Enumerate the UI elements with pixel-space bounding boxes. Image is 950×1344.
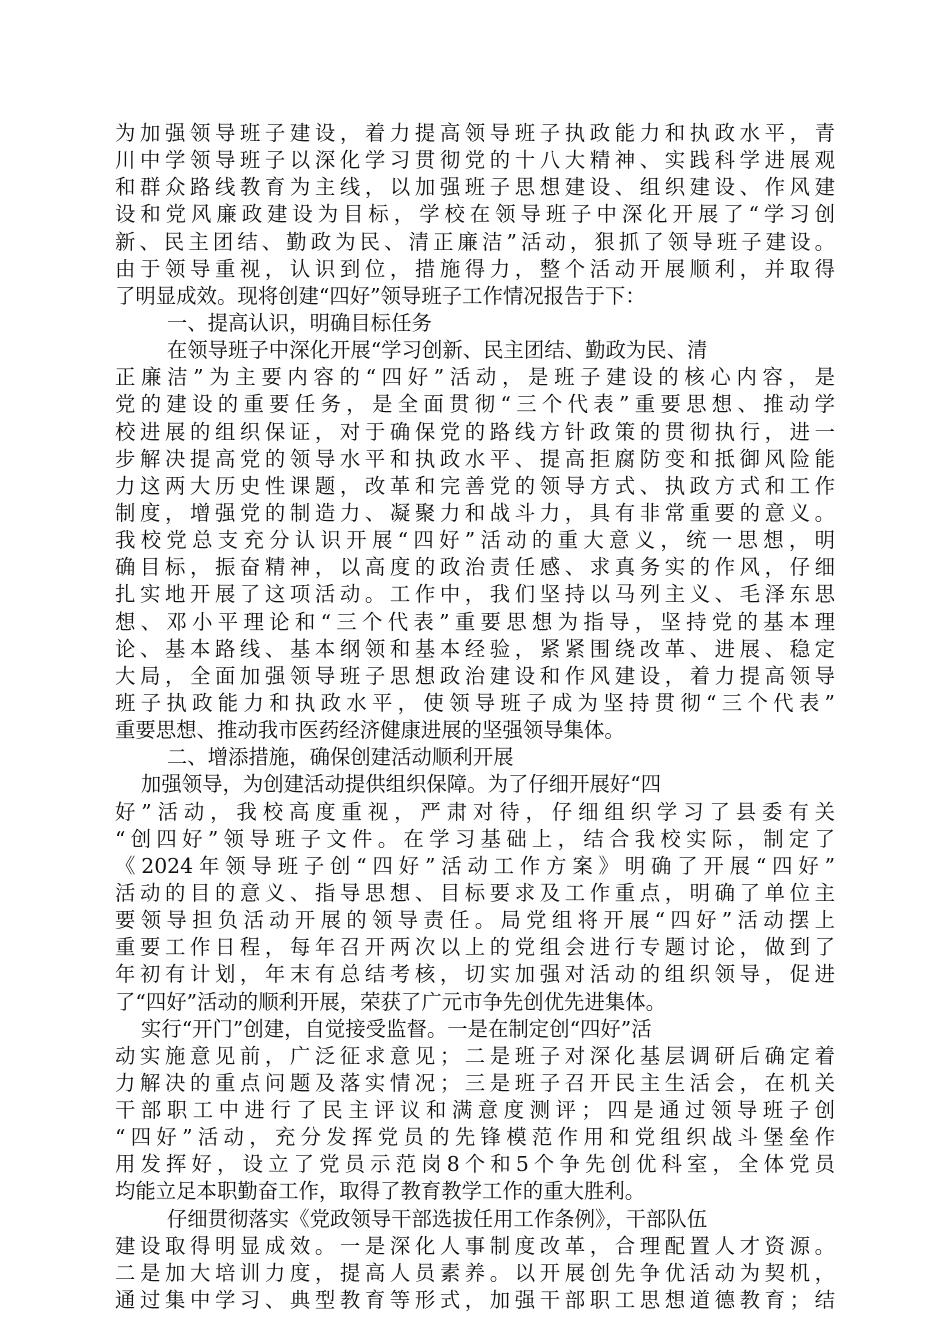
- text-line: 校进展的组织保证，对于确保党的路线方针政策的贯彻执行，进一: [115, 419, 835, 444]
- text-line: 均能立足本职勤奋工作，取得了教育教学工作的重大胜利。: [115, 1179, 646, 1204]
- text-line: 设和党风廉政建设为目标，学校在领导班子中深化开展了“学习创: [115, 202, 835, 227]
- text-line: 由于领导重视，认识到位，措施得力，整个活动开展顺利，并取得: [115, 256, 835, 281]
- text-line: 建设取得明显成效。一是深化人事制度改革，合理配置人才资源。: [115, 1233, 835, 1258]
- text-line: 力解决的重点问题及落实情况；三是班子召开民主生活会，在机关: [115, 1070, 835, 1095]
- text-line: 活动的目的意义、指导思想、目标要求及工作重点，明确了单位主: [115, 880, 835, 905]
- text-line: 加强领导，为创建活动提供组织保障。为了仔细开展好“四: [115, 772, 662, 797]
- text-line: 了明显成效。现将创建“四好”领导班子工作情况报告于下：: [115, 283, 646, 308]
- text-line: 干部职工中进行了民主评议和满意度测评；四是通过领导班子创: [115, 1098, 835, 1123]
- text-line: 正廉洁”为主要内容的“四好”活动，是班子建设的核心内容，是: [115, 365, 835, 390]
- text-line: 重要思想、推动我市医药经济健康进展的坚强领导集体。: [115, 718, 625, 743]
- text-line: 大局，全面加强领导班子思想政治建设和作风建设，着力提高领导: [115, 663, 835, 688]
- text-line: 年初有计划，年末有总结考核，切实加强对活动的组织领导，促进: [115, 962, 835, 987]
- text-line: 步解决提高党的领导水平和执政水平、提高拒腐防变和抵御风险能: [115, 446, 835, 471]
- text-line: 扎实地开展了这项活动。工作中，我们坚持以马列主义、毛泽东思: [115, 582, 835, 607]
- section-heading-1: [115, 310, 835, 337]
- text-line: 了“四好”活动的顺利开展，荣获了广元市争先创优先进集体。: [115, 989, 667, 1014]
- text-line: 实行“开门”创建，自觉接受监督。一是在制定创“四好”活: [115, 1016, 652, 1041]
- text-line: 力这两大历史性课题，改革和完善党的领导方式、执政方式和工作: [115, 473, 835, 498]
- text-line: 党的建设的重要任务，是全面贯彻“三个代表”重要思想、推动学: [115, 392, 835, 417]
- paragraph-section-2-1: [115, 771, 835, 1015]
- text-line: 二是加大培训力度，提高人员素养。以开展创先争优活动为契机，: [115, 1260, 835, 1285]
- text-line: 新、民主团结、勤政为民、清正廉洁”活动，狠抓了领导班子建设。: [115, 229, 835, 254]
- paragraph-section-1: [115, 337, 835, 744]
- text-line: 《2024年领导班子创“四好”活动工作方案》明确了开展“四好”: [115, 853, 835, 878]
- text-line: 为加强领导班子建设，着力提高领导班子执政能力和执政水平，青: [115, 121, 835, 145]
- text-line: 好”活动，我校高度重视，严肃对待，仔细组织学习了县委有关: [115, 799, 835, 824]
- text-line: 用发挥好，设立了党员示范岗8个和5个争先创优科室，全体党员: [115, 1152, 835, 1177]
- text-line: 我校党总支充分认识开展“四好”活动的重大意义，统一思想，明: [115, 528, 835, 553]
- text-line: 班子执政能力和执政水平，使领导班子成为坚持贯彻“三个代表”: [115, 690, 835, 715]
- text-line: 确目标，振奋精神，以高度的政治责任感、求真务实的作风，仔细: [115, 555, 835, 580]
- heading-text: 一、提高认识，明确目标任务: [115, 310, 432, 335]
- text-line: 仔细贯彻落实《党政领导干部选拔任用工作条例》，干部队伍: [115, 1206, 708, 1231]
- text-line: “四好”活动，充分发挥党员的先锋模范作用和党组织战斗堡垒作: [115, 1125, 835, 1150]
- document-body: [115, 120, 835, 1314]
- text-line: 论、基本路线、基本纲领和基本经验，紧紧围绕改革、进展、稳定: [115, 636, 835, 661]
- text-line: 制度，增强党的制造力、凝聚力和战斗力，具有非常重要的意义。: [115, 500, 835, 525]
- section-heading-2: [115, 744, 835, 771]
- text-line: 和群众路线教育为主线，以加强班子思想建设、组织建设、作风建: [115, 175, 835, 200]
- text-line: “创四好”领导班子文件。在学习基础上，结合我校实际，制定了: [115, 826, 835, 851]
- text-line: 要领导担负活动开展的领导责任。局党组将开展“四好”活动摆上: [115, 908, 835, 933]
- text-line: 想、邓小平理论和“三个代表”重要思想为指导，坚持党的基本理: [115, 609, 835, 634]
- paragraph-section-2-3: [115, 1206, 835, 1315]
- text-line: 川中学领导班子以深化学习贯彻党的十八大精神、实践科学进展观: [115, 148, 835, 173]
- text-line: 通过集中学习、典型教育等形式，加强干部职工思想道德教育；结: [115, 1288, 835, 1313]
- text-line: 在领导班子中深化开展“学习创新、民主团结、勤政为民、清: [115, 338, 708, 363]
- paragraph-section-2-2: [115, 1016, 835, 1206]
- heading-text: 二、增添措施，确保创建活动顺利开展: [115, 745, 514, 770]
- text-line: 动实施意见前，广泛征求意见；二是班子对深化基层调研后确定着: [115, 1043, 835, 1068]
- text-line: 重要工作日程，每年召开两次以上的党组会进行专题讨论，做到了: [115, 935, 835, 960]
- paragraph-intro: [115, 120, 835, 310]
